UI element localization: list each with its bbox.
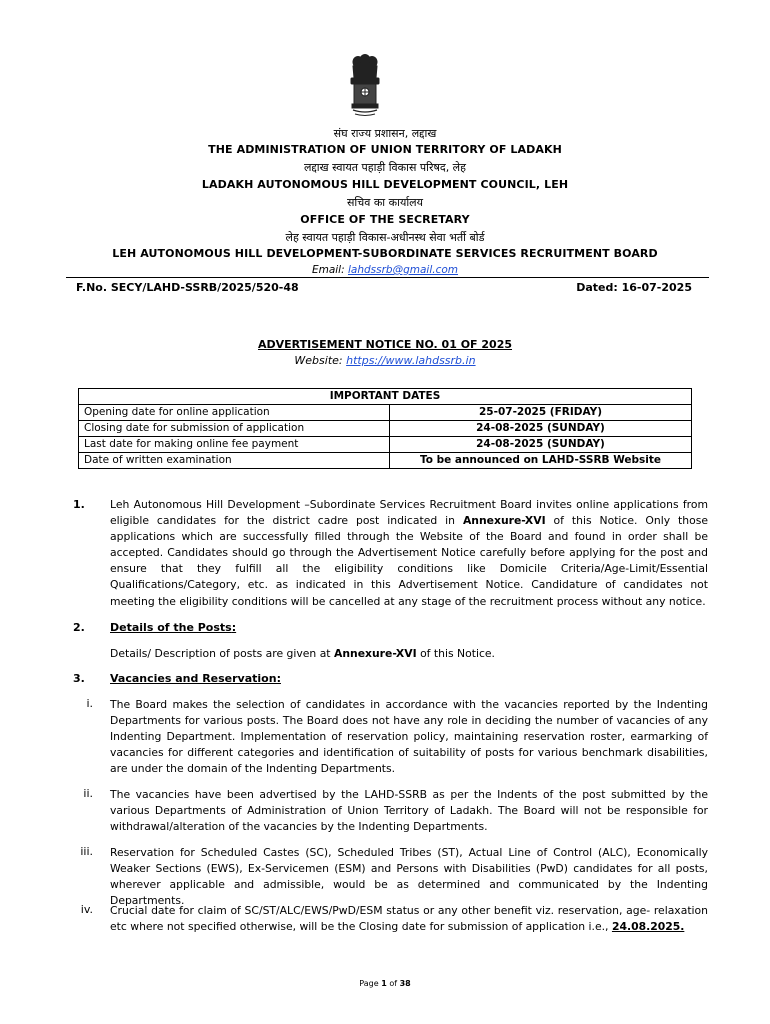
annexure-ref: Annexure-XVI [333, 647, 417, 660]
section-2-text [110, 646, 708, 662]
section-2-text-a: Details/ Description of posts are given at [110, 647, 334, 660]
date-label: Closing date for submission of application [79, 421, 390, 437]
item-iii-number: iii. [80, 845, 93, 858]
table-row [79, 437, 692, 453]
website-line [0, 354, 770, 367]
annexure-ref: Annexure-XVI [462, 514, 546, 528]
section-1-number: 1. [73, 498, 85, 511]
item-ii-number: ii. [83, 787, 93, 800]
section-2-heading-text: Details of the Posts [110, 621, 232, 634]
section-1-text-a: Leh Autonomous Hill Development –Subordinate Services Recruitment Board invites online applications from eligible candidates for the district cadre post indicated in [110, 498, 708, 528]
page-number: 1 [381, 979, 387, 988]
date-value: 24-08-2025 (SUNDAY) [390, 437, 692, 453]
section-3-number: 3. [73, 672, 85, 685]
item-iv-number: iv. [80, 903, 93, 916]
advertisement-title: ADVERTISEMENT NOTICE NO. 01 OF 2025 [257, 338, 513, 351]
important-dates-heading: IMPORTANT DATES [79, 389, 692, 405]
date-value: To be announced on LAHD-SSRB Website [390, 453, 692, 469]
section-1-text-b: of this Notice. Only those applications which are successfully filled through the Website of the Board and found in order shall be accepted. Candidates should go through the Advertisement Notice carefully before applying for the post and ensure that they fulfill all the eligibility conditions like Domicile Criteria/Age-Limit/Essential Qualifications/Category, etc. as indicated in this Advertisement Notice. Candidature of candidates not meeting the eligibility conditions will be cancelled at any stage of the recruitment process without any notice. [110, 514, 709, 608]
item-i-text: The Board makes the selection of candidates in accordance with the vacancies reported by the Indenting Departments for various posts. The Board does not have any role in deciding the number of vacancies of any Indenting Department. Implementation of reservation policy, maintaining reservation roster, earmarking of vacancies for different categories and identification of suitability of posts for various benchmark disabilities, are under the domain of the Indenting Departments. [110, 698, 708, 776]
section-2-text-b: of this Notice. [416, 647, 495, 660]
item-iii-text: Reservation for Scheduled Castes (SC), Scheduled Tribes (ST), Actual Line of Control (ALC), Economically Weaker Sections (EWS), Ex-Servicemen (ESM) and Persons with Disabilities (PwD) candidates for all posts, wherever applicable and admissible, would be as determined and communicated by the Indenting Departments. [110, 846, 708, 908]
date-label: Date of written examination [79, 453, 390, 469]
table-row [79, 421, 692, 437]
page-prefix: Page [359, 979, 379, 988]
date-value: 24-08-2025 (SUNDAY) [390, 421, 692, 437]
header-board: LEH AUTONOMOUS HILL DEVELOPMENT-SUBORDINATE SERVICES RECRUITMENT BOARD [112, 247, 658, 260]
header-council: LADAKH AUTONOMOUS HILL DEVELOPMENT COUNCIL, LEH [201, 178, 569, 191]
section-2-heading [110, 621, 236, 634]
section-2-number: 2. [73, 621, 85, 634]
page-of: of [389, 979, 398, 988]
header-hindi-office: सचिव का कार्यालय [346, 196, 424, 209]
table-header-row [79, 389, 692, 405]
date-value: 25-07-2025 (FRIDAY) [390, 405, 692, 421]
date-label: Opening date for online application [79, 405, 390, 421]
website-label: Website: [294, 354, 343, 367]
header-office: OFFICE OF THE SECRETARY [300, 213, 470, 226]
section-2-colon: : [231, 621, 237, 634]
important-dates-table [78, 388, 692, 469]
item-i-number: i. [86, 697, 93, 710]
date-label: Last date for making online fee payment [79, 437, 390, 453]
header-hindi-ut: संघ राज्य प्रशासन, लद्दाख [333, 127, 437, 140]
header-email [70, 264, 700, 276]
page-footer [0, 979, 770, 988]
email-label: Email: [311, 264, 345, 276]
date-line: Dated: 16-07-2025 [576, 281, 692, 294]
closing-date: 24.08.2025. [611, 920, 685, 934]
item-ii-text: The vacancies have been advertised by the LAHD-SSRB as per the Indents of the post submitted by the various Departments of Administration of Union Territory of Ladakh. The Board will not be responsible for withdrawal/alteration of the vacancies by the Indenting Departments. [110, 788, 708, 834]
file-number: F.No. SECY/LAHD-SSRB/2025/520-48 [76, 281, 299, 294]
website-link[interactable]: https://www.lahdssrb.in [346, 354, 476, 367]
section-3-heading: Vacancies and Reservation: [110, 672, 281, 685]
section-1-text [110, 497, 708, 610]
national-emblem-icon [345, 54, 385, 118]
table-row [79, 453, 692, 469]
table-row [79, 405, 692, 421]
header-administration: THE ADMINISTRATION OF UNION TERRITORY OF LADAKH [208, 143, 562, 156]
item-iv-text-main: Crucial date for claim of SC/ST/ALC/EWS/PwD/ESM status or any other benefit viz. reservation, age- relaxation etc where not specified otherwise, will be the Closing date for submission of application i.e., [110, 904, 708, 934]
header-divider [66, 277, 709, 278]
email-link[interactable]: lahdssrb@gmail.com [347, 264, 459, 276]
item-iv-text [110, 903, 708, 935]
header-hindi-board: लेह स्वायत पहाड़ी विकास-अधीनस्थ सेवा भर्ती बोर्ड [285, 231, 485, 244]
header-hindi-council: लद्दाख स्वायत पहाड़ी विकास परिषद, लेह [304, 161, 466, 174]
page-total: 38 [399, 979, 411, 988]
